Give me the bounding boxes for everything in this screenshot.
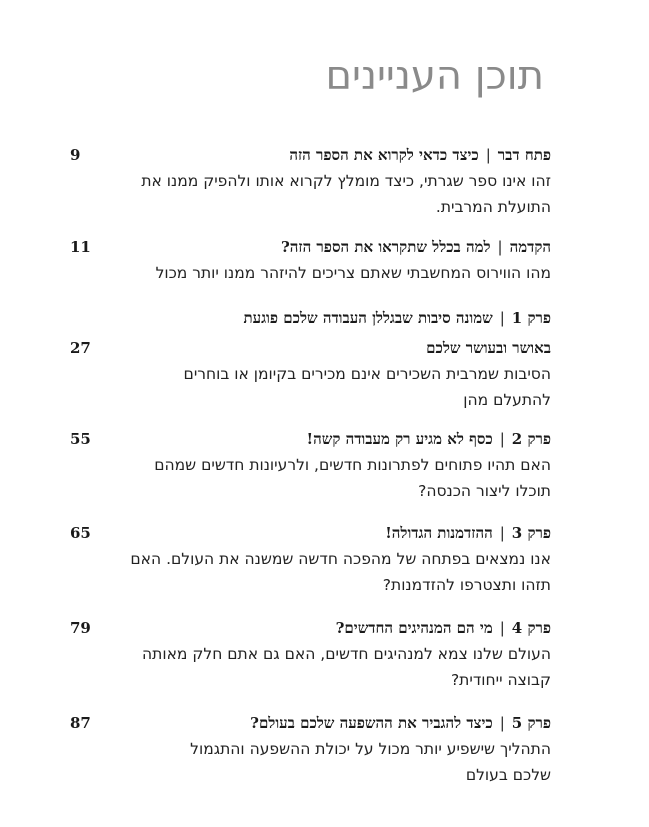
- toc-entry-heading: [70, 426, 551, 452]
- description-line: האם תהיו פתוחים לפתרונות חדשים, ולרעיונות חדשים שמהם: [154, 456, 551, 474]
- toc-entry-description: [70, 361, 551, 413]
- toc-entry-title: כיצד להגביר את ההשפעה שלכם בעולם?: [250, 714, 493, 732]
- description-line: מהו הווירוס המחשבתי שאתם צריכים להיזהר ממנו יותר מכול: [155, 264, 551, 282]
- description-line: העולם שלנו צמא למנהיגים חדשים, האם גם אתם חלק מאותה: [142, 645, 551, 663]
- toc-entry-chapter-2[interactable]: [70, 426, 551, 504]
- toc-entry-description: [70, 736, 551, 788]
- toc-entry-heading: [70, 710, 551, 736]
- toc-entry-label: פרק 2: [511, 430, 551, 448]
- description-line: להתעלם מהן: [463, 391, 551, 409]
- toc-entry-title: ההזדמנות הגדולה!: [385, 524, 493, 542]
- toc-entry-title: כיצד כדאי לקרוא את הספר הזה: [289, 146, 479, 164]
- toc-entry-description: [70, 260, 551, 286]
- description-line: זהו אינו ספר שגרתי, כיצד מומלץ לקרוא אותו ולהפיק ממנו את: [141, 172, 551, 190]
- toc-entry-heading-continued: [70, 335, 551, 361]
- separator: |: [499, 714, 505, 732]
- page-number: 9: [70, 146, 81, 164]
- separator: |: [499, 524, 505, 542]
- toc-entry-title: שמונה סיבות שבגללן העבודה שלכם פוגעת: [243, 309, 493, 327]
- toc-entry-heading: [70, 305, 551, 331]
- page-number: 11: [70, 238, 91, 256]
- description-line: התועלת המרבית.: [435, 198, 551, 216]
- page-number: 65: [70, 524, 91, 542]
- toc-entry-title: מי הם המנהיגים החדשים?: [335, 619, 493, 637]
- toc-entry-description: [70, 546, 551, 598]
- separator: |: [497, 238, 503, 256]
- description-line: אנו נמצאים בפתחה של מהפכה חדשה שמשנה את העולם. האם: [130, 550, 551, 568]
- description-line: הסיבות שמרבית השכירים אינם מכירים בקיומן או בוחרים: [183, 365, 551, 383]
- toc-entry-title: למה בכלל שתקראו את הספר הזה?: [280, 238, 491, 256]
- toc-entry-label: פרק 4: [511, 619, 551, 637]
- toc-entry-label: פרק 1: [511, 309, 551, 327]
- description-line: התהליך שישפיע יותר מכול על יכולת ההשפעה והתגמול: [190, 740, 551, 758]
- description-line: שלכם בעולם: [465, 766, 551, 784]
- separator: |: [499, 309, 505, 327]
- toc-entry-heading: [70, 615, 551, 641]
- toc-entry-chapter-5[interactable]: [70, 710, 551, 788]
- toc-entry-description: [70, 641, 551, 693]
- description-line: קבוצה ייחודית?: [450, 671, 551, 689]
- separator: |: [499, 619, 505, 637]
- description-line: תזהו ותצטרפו להזדמנות?: [382, 576, 551, 594]
- page-number: 55: [70, 430, 91, 448]
- toc-entry-heading: [70, 234, 551, 260]
- page-number: 87: [70, 714, 91, 732]
- toc-entry-introduction[interactable]: [70, 234, 551, 286]
- separator: |: [485, 146, 491, 164]
- toc-entry-title-continued: באושר ובעושר שלכם: [426, 339, 551, 357]
- description-line: תוכלו ליצור הכנסה?: [418, 482, 551, 500]
- toc-entry-chapter-1[interactable]: [70, 305, 551, 413]
- toc-entry-preface[interactable]: [70, 142, 551, 220]
- toc-entry-description: [70, 452, 551, 504]
- toc-entry-label: פתח דבר: [497, 146, 551, 164]
- toc-entry-label: פרק 5: [511, 714, 551, 732]
- toc-entry-heading: [70, 520, 551, 546]
- toc-entry-title: כסף לא מגיע רק מעבודה קשה!: [306, 430, 493, 448]
- toc-entry-label: פרק 3: [511, 524, 551, 542]
- page-title: תוכן העניינים: [325, 52, 544, 99]
- toc-entry-description: [70, 168, 551, 220]
- page-number: 79: [70, 619, 91, 637]
- separator: |: [499, 430, 505, 448]
- toc-entry-label: הקדמה: [509, 238, 551, 256]
- toc-entry-chapter-4[interactable]: [70, 615, 551, 693]
- toc-entry-chapter-3[interactable]: [70, 520, 551, 598]
- toc-entry-heading: [70, 142, 551, 168]
- page-number: 27: [70, 339, 91, 357]
